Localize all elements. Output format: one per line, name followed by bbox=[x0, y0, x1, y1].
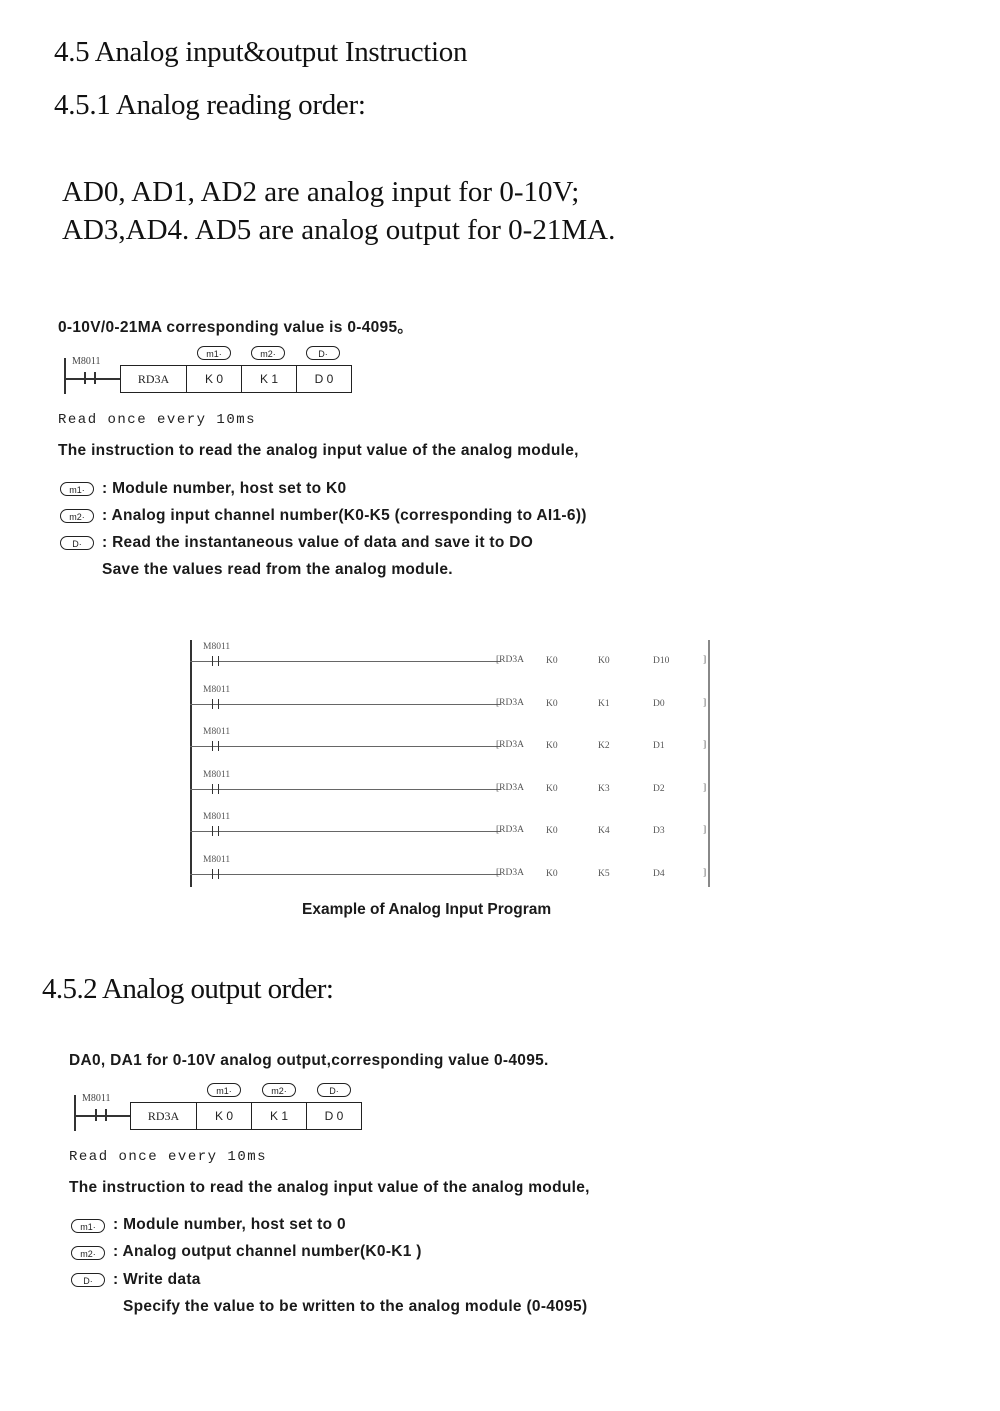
rung-operand-d: D10 bbox=[653, 656, 670, 666]
rung-line bbox=[190, 789, 500, 790]
bracket-close: ] bbox=[703, 698, 707, 708]
param-text: : Write data bbox=[113, 1271, 201, 1288]
rung-operand-a: K0 bbox=[546, 656, 558, 666]
d-tag: D· bbox=[317, 1083, 351, 1097]
rung-instruction bbox=[496, 698, 524, 708]
power-rail bbox=[64, 358, 66, 394]
contact-bar bbox=[218, 656, 219, 666]
param-tag: m1· bbox=[71, 1219, 105, 1233]
rung-line bbox=[64, 378, 120, 380]
bracket-open: [ bbox=[496, 740, 500, 750]
intro-line-2: AD3,AD4. AD5 are analog output for 0-21MA. bbox=[62, 214, 616, 246]
rung-operand-d: D1 bbox=[653, 741, 665, 751]
rung-operand-d: D2 bbox=[653, 784, 665, 794]
bracket-open: [ bbox=[496, 698, 500, 708]
contact-bar bbox=[212, 741, 213, 751]
m2-tag: m2· bbox=[251, 346, 285, 360]
rung-line bbox=[190, 831, 500, 832]
rung-instr: RD3A bbox=[499, 783, 524, 793]
operand-d-cell: D 0 bbox=[306, 1102, 362, 1130]
power-rail bbox=[74, 1095, 76, 1131]
operand-m1-cell: K 0 bbox=[186, 365, 242, 393]
rung-instruction bbox=[496, 655, 524, 665]
bracket-close: ] bbox=[703, 783, 707, 793]
rung-instr: RD3A bbox=[499, 698, 524, 708]
m1-tag: m1· bbox=[207, 1083, 241, 1097]
rung-line bbox=[190, 661, 500, 662]
rung-line bbox=[74, 1115, 130, 1117]
rung-operand-d: D0 bbox=[653, 699, 665, 709]
left-power-rail bbox=[190, 640, 192, 887]
operand-m2-cell: K 1 bbox=[241, 365, 297, 393]
bracket-close: ] bbox=[703, 825, 707, 835]
contact-bar bbox=[212, 826, 213, 836]
read-note: Read once every 10ms bbox=[58, 412, 257, 428]
contact-bar bbox=[212, 869, 213, 879]
contact-symbol-left bbox=[95, 1109, 97, 1121]
save-text: Save the values read from the analog module. bbox=[102, 561, 453, 578]
param-text: : Analog input channel number(K0-K5 (corresponding to AI1-6)) bbox=[102, 507, 587, 524]
instruction-description: The instruction to read the analog input value of the analog module, bbox=[58, 442, 579, 459]
contact-symbol-right bbox=[105, 1109, 107, 1121]
example-caption: Example of Analog Input Program bbox=[302, 901, 552, 918]
rung-contact: M8011 bbox=[203, 812, 231, 822]
param-text: : Module number, host set to K0 bbox=[102, 480, 347, 497]
param-tag: m2· bbox=[71, 1246, 105, 1260]
contact-label: M8011 bbox=[82, 1093, 111, 1104]
param-text: : Module number, host set to 0 bbox=[113, 1216, 346, 1233]
contact-bar bbox=[212, 656, 213, 666]
rung-operand-b: K3 bbox=[598, 784, 610, 794]
operand-m2-cell: K 1 bbox=[251, 1102, 307, 1130]
contact-bar bbox=[218, 741, 219, 751]
output-instruction-description: The instruction to read the analog input value of the analog module, bbox=[69, 1179, 590, 1196]
param-tag: m1· bbox=[60, 482, 94, 496]
contact-bar bbox=[212, 784, 213, 794]
rung-line bbox=[190, 746, 500, 747]
rung-instr: RD3A bbox=[499, 825, 524, 835]
rung-instr: RD3A bbox=[499, 655, 524, 665]
rung-contact: M8011 bbox=[203, 770, 231, 780]
bracket-open: [ bbox=[496, 655, 500, 665]
bracket-open: [ bbox=[496, 783, 500, 793]
operand-m1-cell: K 0 bbox=[196, 1102, 252, 1130]
rung-operand-b: K0 bbox=[598, 656, 610, 666]
bracket-open: [ bbox=[496, 825, 500, 835]
contact-symbol-right bbox=[94, 372, 96, 384]
right-power-rail bbox=[708, 640, 710, 887]
rung-contact: M8011 bbox=[203, 642, 231, 652]
instruction-cell: RD3A bbox=[130, 1102, 197, 1130]
rung-line bbox=[190, 874, 500, 875]
output-title: 4.5.2 Analog output order: bbox=[42, 973, 334, 1005]
specify-text: Specify the value to be written to the analog module (0-4095) bbox=[123, 1298, 588, 1315]
rung-operand-d: D3 bbox=[653, 826, 665, 836]
rung-instr: RD3A bbox=[499, 868, 524, 878]
rung-operand-a: K0 bbox=[546, 699, 558, 709]
section-title: 4.5 Analog input&output Instruction bbox=[54, 36, 468, 68]
intro-line-1: AD0, AD1, AD2 are analog input for 0-10V; bbox=[62, 176, 580, 208]
rung-operand-a: K0 bbox=[546, 869, 558, 879]
param-tag: D· bbox=[71, 1273, 105, 1287]
rung-instr: RD3A bbox=[499, 740, 524, 750]
param-text: : Read the instantaneous value of data and save it to DO bbox=[102, 534, 534, 551]
d-tag: D· bbox=[306, 346, 340, 360]
contact-bar bbox=[212, 699, 213, 709]
rung-instruction bbox=[496, 740, 524, 750]
rung-contact: M8011 bbox=[203, 855, 231, 865]
range-text: 0-10V/0-21MA corresponding value is 0-4095。 bbox=[58, 319, 414, 336]
m1-tag: m1· bbox=[197, 346, 231, 360]
output-read-note: Read once every 10ms bbox=[69, 1149, 268, 1165]
param-text: : Analog output channel number(K0-K1 ) bbox=[113, 1243, 422, 1260]
bracket-open: [ bbox=[496, 868, 500, 878]
rung-operand-a: K0 bbox=[546, 826, 558, 836]
rung-operand-b: K4 bbox=[598, 826, 610, 836]
rung-instruction bbox=[496, 783, 524, 793]
contact-bar bbox=[218, 699, 219, 709]
rung-operand-a: K0 bbox=[546, 741, 558, 751]
rung-line bbox=[190, 704, 500, 705]
contact-bar bbox=[218, 869, 219, 879]
bracket-close: ] bbox=[703, 655, 707, 665]
bracket-close: ] bbox=[703, 868, 707, 878]
param-tag: D· bbox=[60, 536, 94, 550]
contact-label: M8011 bbox=[72, 356, 101, 367]
rung-operand-b: K1 bbox=[598, 699, 610, 709]
rung-instruction bbox=[496, 868, 524, 878]
rung-operand-b: K2 bbox=[598, 741, 610, 751]
output-range-text: DA0, DA1 for 0-10V analog output,corresponding value 0-4095. bbox=[69, 1052, 549, 1069]
rung-operand-a: K0 bbox=[546, 784, 558, 794]
param-tag: m2· bbox=[60, 509, 94, 523]
bracket-close: ] bbox=[703, 740, 707, 750]
operand-d-cell: D 0 bbox=[296, 365, 352, 393]
rung-contact: M8011 bbox=[203, 685, 231, 695]
instruction-cell: RD3A bbox=[120, 365, 187, 393]
rung-operand-b: K5 bbox=[598, 869, 610, 879]
contact-bar bbox=[218, 826, 219, 836]
rung-operand-d: D4 bbox=[653, 869, 665, 879]
m2-tag: m2· bbox=[262, 1083, 296, 1097]
contact-bar bbox=[218, 784, 219, 794]
rung-instruction bbox=[496, 825, 524, 835]
contact-symbol-left bbox=[84, 372, 86, 384]
reading-title: 4.5.1 Analog reading order: bbox=[54, 89, 366, 121]
rung-contact: M8011 bbox=[203, 727, 231, 737]
